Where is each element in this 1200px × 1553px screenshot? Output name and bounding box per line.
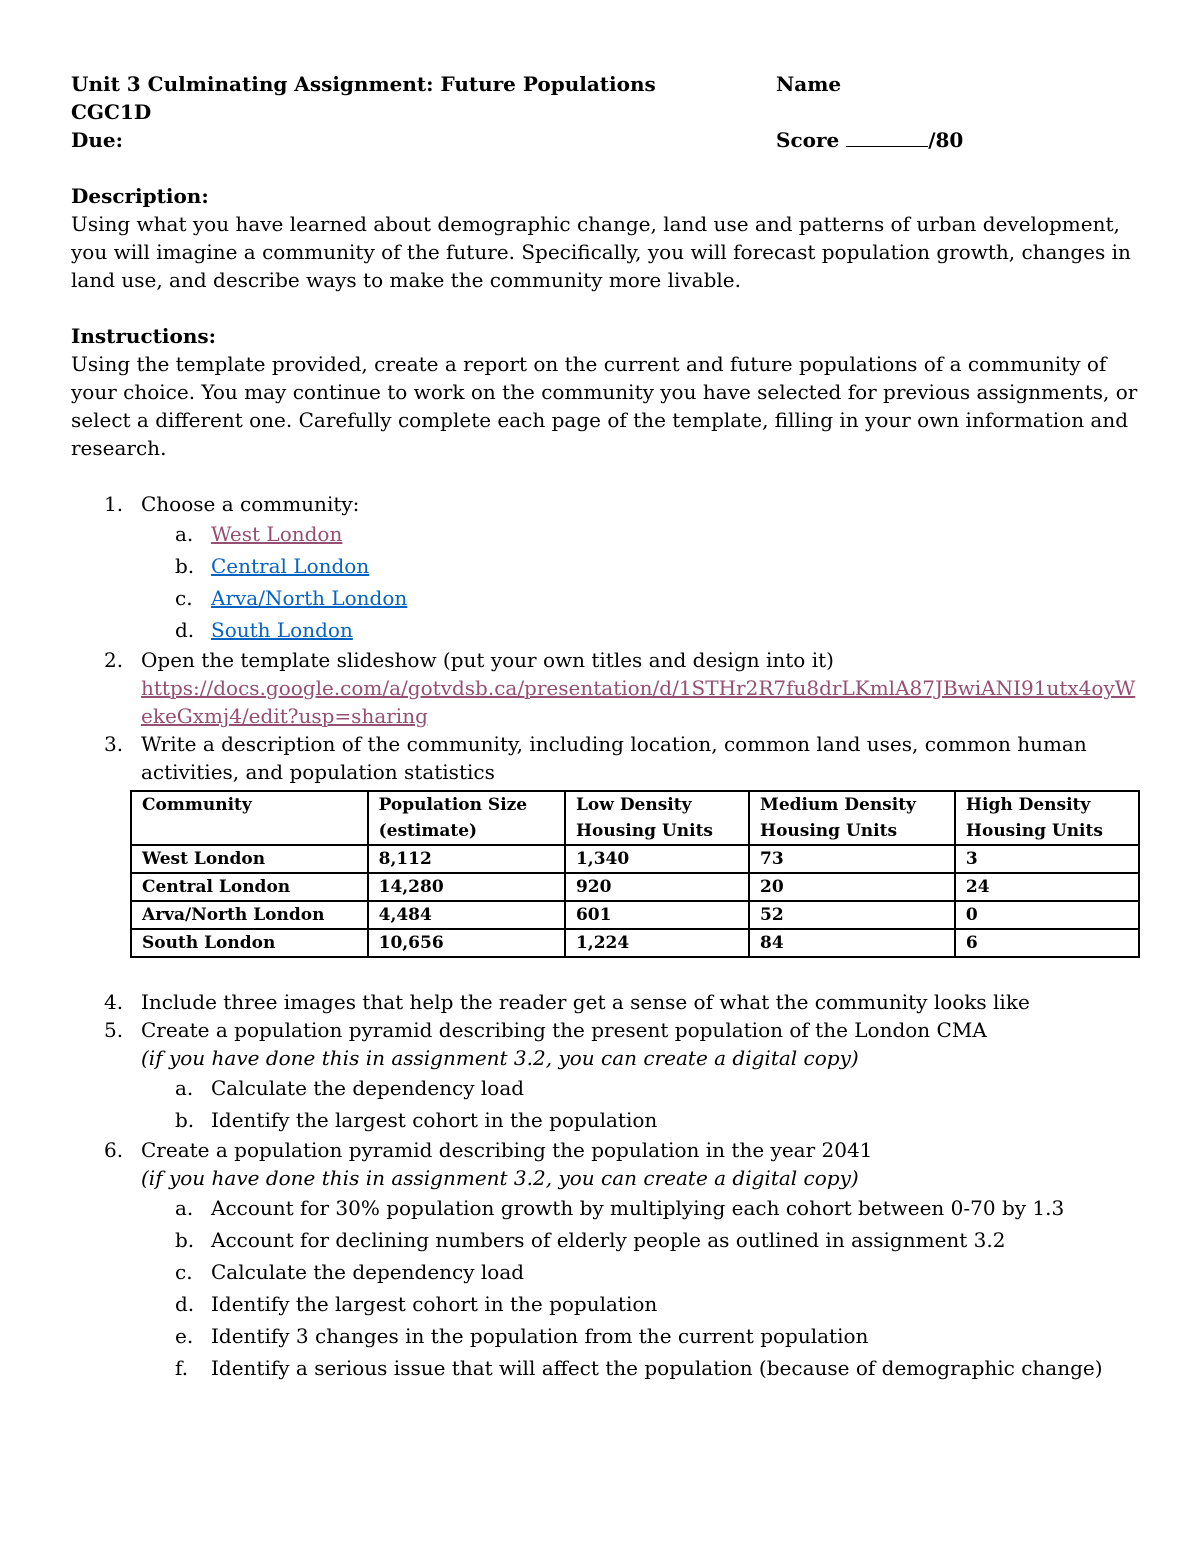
- step-5-subitems: [141, 1072, 1141, 1136]
- table-row: [131, 845, 1139, 873]
- cell-medium-density: 52: [749, 901, 955, 929]
- sub-text: Account for declining numbers of elderly people as outlined in assignment 3.2: [211, 1228, 1006, 1252]
- arva-north-london-link[interactable]: Arva/North London: [211, 586, 408, 610]
- instructions-text: Using the template provided, create a report on the current and future populations of a community of your choice. You may continue to work on the community you have selected for previous assignments, or select a different one. Carefully complete each page of the template, filling in your own information and research.: [71, 352, 1138, 460]
- instructions-section: [71, 322, 1141, 462]
- step-note: (if you have done this in assignment 3.2, you can create a digital copy): [141, 1046, 859, 1070]
- sub-text: Account for 30% population growth by multiplying each cohort between 0-70 by 1.3: [211, 1196, 1065, 1220]
- table-row: [131, 929, 1139, 957]
- cell-medium-density: 20: [749, 873, 955, 901]
- option-letter: b.: [175, 554, 195, 578]
- community-options: [141, 518, 1141, 646]
- due-label: Due:: [71, 128, 123, 152]
- header-high-density: High Density Housing Units: [955, 791, 1139, 845]
- cell-high-density: 3: [955, 845, 1139, 873]
- cell-community: Arva/North London: [131, 901, 368, 929]
- cell-low-density: 920: [565, 873, 749, 901]
- sub-text: Identify a serious issue that will affect the population (because of demographic change): [211, 1356, 1103, 1380]
- step-number: 1.: [104, 492, 124, 516]
- cell-low-density: 601: [565, 901, 749, 929]
- step-text: Include three images that help the reader get a sense of what the community looks like: [141, 990, 1030, 1014]
- sub-letter: b.: [175, 1228, 195, 1252]
- header-community: Community: [131, 791, 368, 845]
- course-code: CGC1D: [71, 100, 152, 124]
- header-row-course: [71, 98, 1141, 126]
- sub-text: Identify 3 changes in the population from the current population: [211, 1324, 869, 1348]
- sub-text: Calculate the dependency load: [211, 1260, 525, 1284]
- option-letter: a.: [175, 522, 194, 546]
- sub-text: Calculate the dependency load: [211, 1076, 525, 1100]
- cell-population: 4,484: [368, 901, 565, 929]
- cell-high-density: 24: [955, 873, 1139, 901]
- step-4: [104, 988, 1141, 1016]
- instructions-heading: Instructions:: [71, 324, 217, 348]
- header-population: Population Size (estimate): [368, 791, 565, 845]
- assignment-document: [71, 70, 1141, 1384]
- score-total: /80: [928, 128, 964, 152]
- description-heading: Description:: [71, 184, 209, 208]
- name-label: Name: [776, 72, 842, 96]
- table-row: [131, 873, 1139, 901]
- step-5: [104, 1016, 1141, 1136]
- sub-letter: f.: [175, 1356, 189, 1380]
- option-arva-north-london: [175, 582, 1141, 614]
- sub-letter: e.: [175, 1324, 194, 1348]
- step-text: Write a description of the community, including location, common land uses, common human activities, and population statistics: [141, 732, 1087, 784]
- step-text: Choose a community:: [141, 492, 360, 516]
- list-item: [175, 1192, 1141, 1224]
- central-london-link[interactable]: Central London: [211, 554, 370, 578]
- west-london-link[interactable]: West London: [211, 522, 343, 546]
- cell-high-density: 0: [955, 901, 1139, 929]
- sub-letter: a.: [175, 1076, 194, 1100]
- header-row-due: [71, 126, 1141, 154]
- step-2: [104, 646, 1141, 730]
- description-text: Using what you have learned about demographic change, land use and patterns of urban development, you will imagine a community of the future. Specifically, you will forecast population growth, changes in land use, and describe ways to make the community more livable.: [71, 212, 1131, 292]
- table-header-row: [131, 791, 1139, 845]
- description-section: [71, 182, 1141, 294]
- cell-population: 14,280: [368, 873, 565, 901]
- cell-low-density: 1,224: [565, 929, 749, 957]
- header-medium-density: Medium Density Housing Units: [749, 791, 955, 845]
- step-number: 3.: [104, 732, 124, 756]
- assignment-title: Unit 3 Culminating Assignment: Future Populations: [71, 72, 656, 96]
- header-low-density: Low Density Housing Units: [565, 791, 749, 845]
- sub-text: Identify the largest cohort in the population: [211, 1108, 658, 1132]
- template-url-link[interactable]: https://docs.google.com/a/gotvdsb.ca/presentation/d/1STHr2R7fu8drLKmlA87JBwiANI91utx4oyWekeGxmj4/edit?usp=sharing: [141, 676, 1136, 728]
- score-field: [776, 126, 963, 154]
- cell-community: West London: [131, 845, 368, 873]
- cell-population: 8,112: [368, 845, 565, 873]
- option-letter: d.: [175, 618, 195, 642]
- option-letter: c.: [175, 586, 193, 610]
- step-number: 5.: [104, 1018, 124, 1042]
- list-item: [175, 1288, 1141, 1320]
- step-6-subitems: [141, 1192, 1141, 1384]
- list-item: [175, 1256, 1141, 1288]
- score-blank: [846, 128, 928, 147]
- cell-population: 10,656: [368, 929, 565, 957]
- option-central-london: [175, 550, 1141, 582]
- step-number: 4.: [104, 990, 124, 1014]
- option-west-london: [175, 518, 1141, 550]
- cell-community: South London: [131, 929, 368, 957]
- option-south-london: [175, 614, 1141, 646]
- step-number: 2.: [104, 648, 124, 672]
- step-6: [104, 1136, 1141, 1384]
- community-stats-table: [130, 790, 1140, 958]
- sub-letter: b.: [175, 1108, 195, 1132]
- step-note: (if you have done this in assignment 3.2, you can create a digital copy): [141, 1166, 859, 1190]
- cell-community: Central London: [131, 873, 368, 901]
- cell-high-density: 6: [955, 929, 1139, 957]
- sub-text: Identify the largest cohort in the population: [211, 1292, 658, 1316]
- cell-medium-density: 73: [749, 845, 955, 873]
- score-label: Score: [776, 128, 840, 152]
- step-text: Create a population pyramid describing the population in the year 2041: [141, 1138, 873, 1162]
- step-text: Create a population pyramid describing the present population of the London CMA: [141, 1018, 987, 1042]
- list-item: [175, 1352, 1141, 1384]
- south-london-link[interactable]: South London: [211, 618, 353, 642]
- header-row-title: [71, 70, 1141, 98]
- list-item: [175, 1224, 1141, 1256]
- list-item: [175, 1320, 1141, 1352]
- steps-list: [71, 490, 1141, 1384]
- table-spacer: [141, 958, 1141, 988]
- table-row: [131, 901, 1139, 929]
- sub-letter: c.: [175, 1260, 193, 1284]
- list-item: [175, 1072, 1141, 1104]
- sub-letter: a.: [175, 1196, 194, 1220]
- step-3: [104, 730, 1141, 988]
- cell-medium-density: 84: [749, 929, 955, 957]
- step-number: 6.: [104, 1138, 124, 1162]
- list-item: [175, 1104, 1141, 1136]
- cell-low-density: 1,340: [565, 845, 749, 873]
- sub-letter: d.: [175, 1292, 195, 1316]
- step-text: Open the template slideshow (put your own titles and design into it): [141, 648, 834, 672]
- step-1: [104, 490, 1141, 646]
